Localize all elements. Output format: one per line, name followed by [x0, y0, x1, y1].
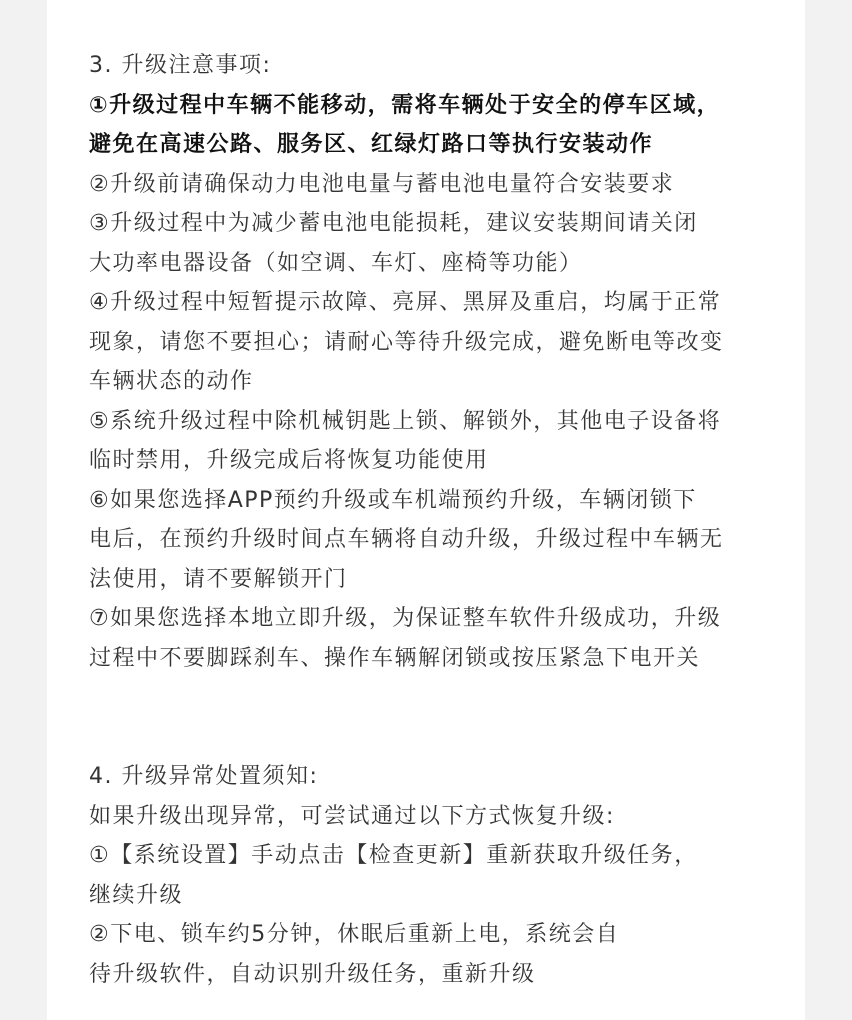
section-3-item-3-line-1: ③升级过程中为减少蓄电池电能损耗，建议安装期间请关闭: [89, 211, 698, 236]
section-3-item-3-line-2: 大功率电器设备（如空调、车灯、座椅等功能）: [89, 250, 583, 276]
document-card: [47, 0, 805, 1020]
section-3-item-6-line-1: ⑥如果您选择APP预约升级或车机端预约升级，车辆闭锁下: [89, 487, 697, 513]
section-4-item-1-line-2: 继续升级: [89, 882, 184, 908]
section-3-item-5-line-1: ⑤系统升级过程中除机械钥匙上锁、解锁外，其他电子设备将: [89, 408, 722, 434]
section-3-item-6-line-3: 法使用，请不要解锁开门: [89, 566, 348, 592]
section-3-item-5-line-2: 临时禁用，升级完成后将恢复功能使用: [89, 448, 489, 473]
section-4-item-2-line-1: ②下电、锁车约5分钟，休眠后重新上电，系统会自: [89, 922, 620, 947]
document-content: [89, 46, 779, 994]
section-4-item-2-line-2: 待升级软件，自动识别升级任务，重新升级: [89, 961, 536, 987]
section-3-item-4-line-3: 车辆状态的动作: [89, 369, 254, 394]
section-3-item-4-line-2: 现象，请您不要担心；请耐心等待升级完成，避免断电等改变: [89, 329, 724, 355]
section-3-item-1-line-2: 避免在高速公路、服务区、红绿灯路口等执行安装动作: [89, 132, 654, 157]
section-spacer: [89, 678, 779, 757]
section-4-heading: 4. 升级异常处置须知:: [89, 764, 319, 789]
section-3-item-4-line-1: ④升级过程中短暂提示故障、亮屏、黑屏及重启，均属于正常: [89, 290, 722, 315]
section-3-heading: 3. 升级注意事项:: [89, 53, 272, 78]
section-3-item-2-line-1: ②升级前请确保动力电池电量与蓄电池电量符合安装要求: [89, 171, 675, 197]
section-3-item-7-line-2: 过程中不要脚踩刹车、操作车辆解闭锁或按压紧急下电开关: [89, 645, 701, 671]
section-3-item-7-line-1: ⑦如果您选择本地立即升级，为保证整车软件升级成功，升级: [89, 606, 722, 631]
section-4-item-1-line-1: ①【系统设置】手动点击【检查更新】重新获取升级任务，: [89, 843, 698, 868]
section-3-item-6-line-2: 电后，在预约升级时间点车辆将自动升级，升级过程中车辆无: [89, 527, 724, 552]
section-4-intro: 如果升级出现异常，可尝试通过以下方式恢复升级:: [89, 803, 615, 829]
section-3-item-1-line-1: ①升级过程中车辆不能移动，需将车辆处于安全的停车区域，: [89, 92, 721, 118]
